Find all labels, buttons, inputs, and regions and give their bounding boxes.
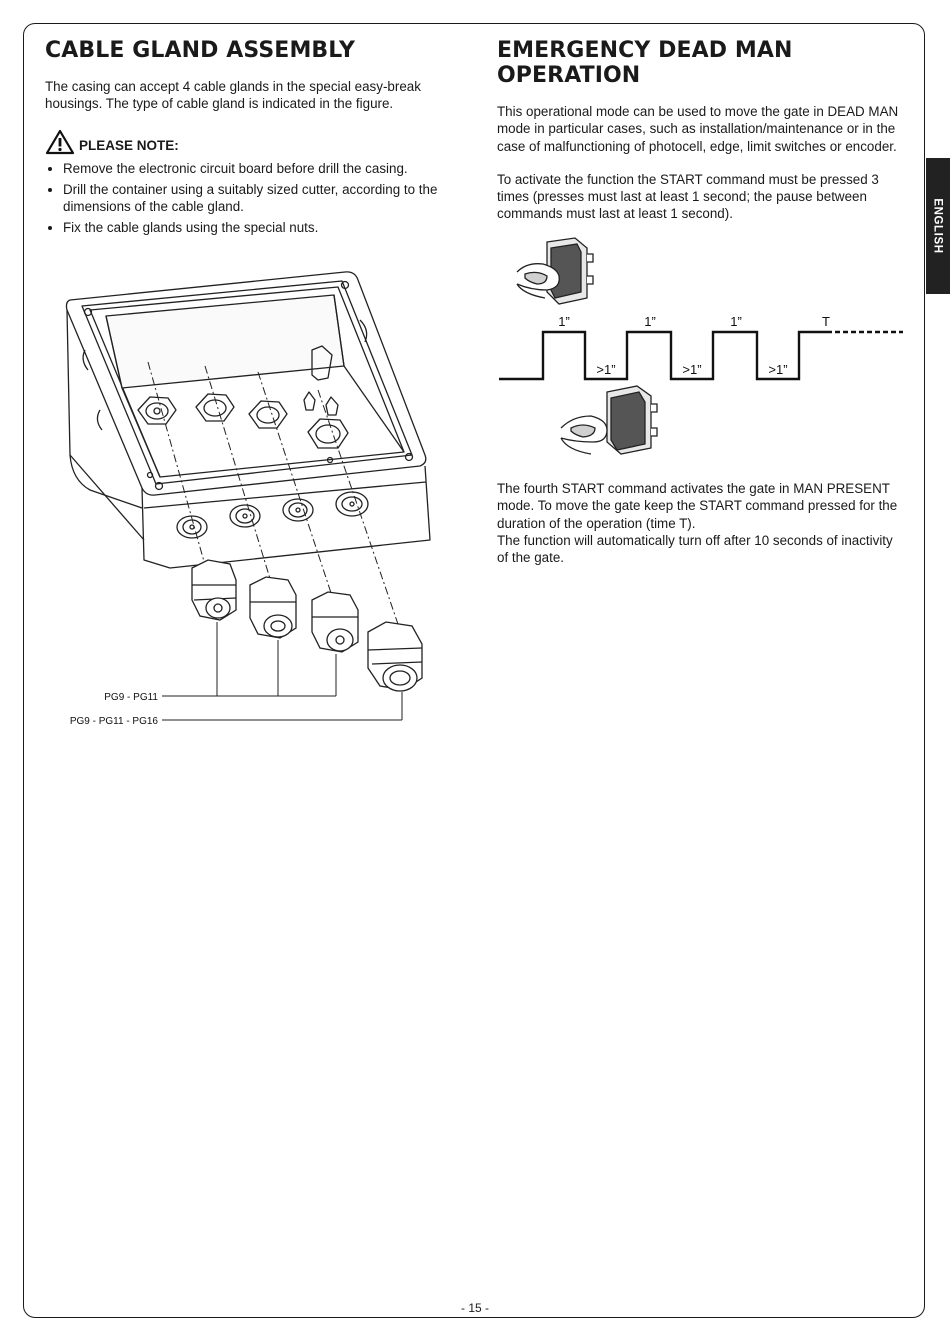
press-duration-label: 1”: [644, 314, 656, 329]
dead-man-section-continued: [497, 480, 907, 566]
pause-duration-label: >1”: [596, 362, 616, 377]
please-note-heading: [45, 129, 465, 155]
note-item: • Remove the electronic circuit board before drill the casing.: [63, 160, 465, 177]
cable-gland-1: [192, 560, 236, 620]
note-item: • Drill the container using a suitably sized cutter, according to the dimensions of the cable gland.: [63, 181, 465, 216]
hold-time-label: T: [822, 314, 830, 329]
push-button-icon: [561, 386, 657, 454]
dead-man-para-3: The fourth START command activates the gate in MAN PRESENT mode. To move the gate keep the START command pressed for the duration of the operation (time T).: [497, 481, 898, 531]
start-command-timing-diagram: [495, 232, 910, 464]
warning-icon: [45, 129, 75, 155]
gland-size-label-small: PG9 - PG11: [104, 692, 158, 703]
dead-man-para-2: To activate the function the START command must be pressed 3 times (presses must last at least 1 second; the pause between commands must last at least 1 second).: [497, 171, 879, 222]
note-list: [45, 160, 465, 237]
cable-gland-section: [45, 38, 465, 241]
language-tab-label: ENGLISH: [932, 198, 945, 254]
enclosure-cable-gland-figure: [60, 250, 460, 740]
section-title-dead-man: EMERGENCY DEAD MAN OPERATION: [497, 38, 793, 88]
pause-duration-label: >1”: [768, 362, 788, 377]
press-duration-label: 1”: [558, 314, 570, 329]
cable-gland-intro: The casing can accept 4 cable glands in the special easy-break housings. The type of cable gland is indicated in the figure.: [45, 79, 421, 112]
dead-man-section: [497, 38, 907, 223]
section-title-cable-gland: CABLE GLAND ASSEMBLY: [45, 38, 356, 63]
inner-gland-1: [138, 397, 176, 424]
cable-gland-3: [312, 592, 358, 652]
front-knockout-4: [336, 492, 368, 516]
push-button-icon: [517, 238, 593, 304]
language-tab: [926, 158, 950, 294]
page-number: - 15 -: [460, 1301, 489, 1315]
inner-gland-3: [249, 401, 287, 428]
front-knockout-3: [283, 499, 313, 521]
press-duration-label: 1”: [730, 314, 742, 329]
gland-size-label-large: PG9 - PG11 - PG16: [69, 716, 158, 727]
cable-gland-4: [368, 622, 422, 691]
note-item: • Fix the cable glands using the special nuts.: [63, 219, 465, 236]
pause-duration-label: >1”: [682, 362, 702, 377]
please-note-label: PLEASE NOTE:: [79, 137, 179, 153]
dead-man-para-1: This operational mode can be used to move the gate in DEAD MAN mode in particular cases, such as installation/maintenance or in the case of malfunctioning of photocell, edge, limit switches or encoder.: [497, 104, 899, 154]
inner-gland-4: [308, 419, 348, 448]
cable-gland-2: [250, 577, 296, 638]
dead-man-para-4: The function will automatically turn off after 10 seconds of inactivity of the gate.: [497, 532, 893, 566]
front-knockout-2: [230, 505, 260, 527]
